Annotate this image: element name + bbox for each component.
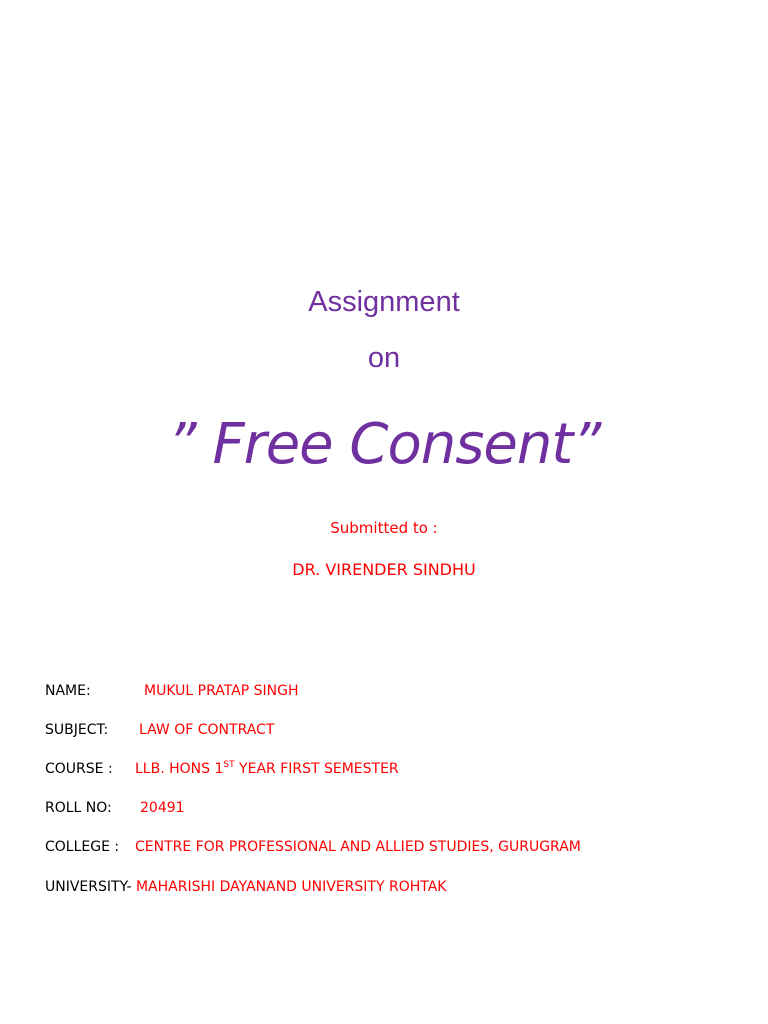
name-row — [45, 681, 299, 701]
university-label: UNIVERSITY- — [45, 879, 132, 895]
course-value-main: LLB. HONS 1 — [135, 761, 224, 777]
subject-value: LAW OF CONTRACT — [139, 722, 275, 738]
title-text: Free Consent — [212, 412, 573, 477]
name-label: NAME: — [45, 683, 91, 699]
college-label: COLLEGE : — [45, 839, 120, 855]
roll-value: 20491 — [140, 800, 185, 816]
course-value — [135, 759, 399, 779]
university-row — [45, 877, 446, 897]
name-value: MUKUL PRATAP SINGH — [144, 683, 299, 699]
course-value-sup: ST — [223, 760, 235, 770]
title-open-quote: ” — [167, 412, 213, 477]
college-row — [45, 837, 581, 857]
on-heading: on — [367, 342, 401, 374]
title-close-quote: ” — [572, 412, 601, 477]
subject-label: SUBJECT: — [45, 722, 109, 738]
course-row — [45, 759, 399, 779]
subject-row — [45, 720, 275, 740]
assignment-heading: Assignment — [308, 286, 460, 318]
course-value-rest: YEAR FIRST SEMESTER — [234, 761, 399, 777]
roll-label: ROLL NO: — [45, 800, 112, 816]
document-title — [0, 412, 768, 478]
college-value: CENTRE FOR PROFESSIONAL AND ALLIED STUDIES, GURUGRAM — [135, 839, 581, 855]
teacher-name: DR. VIRENDER SINDHU — [292, 560, 476, 579]
course-label: COURSE : — [45, 761, 113, 777]
submitted-to-label: Submitted to : — [330, 519, 438, 537]
roll-row — [45, 798, 185, 818]
university-value: MAHARISHI DAYANAND UNIVERSITY ROHTAK — [131, 879, 447, 895]
